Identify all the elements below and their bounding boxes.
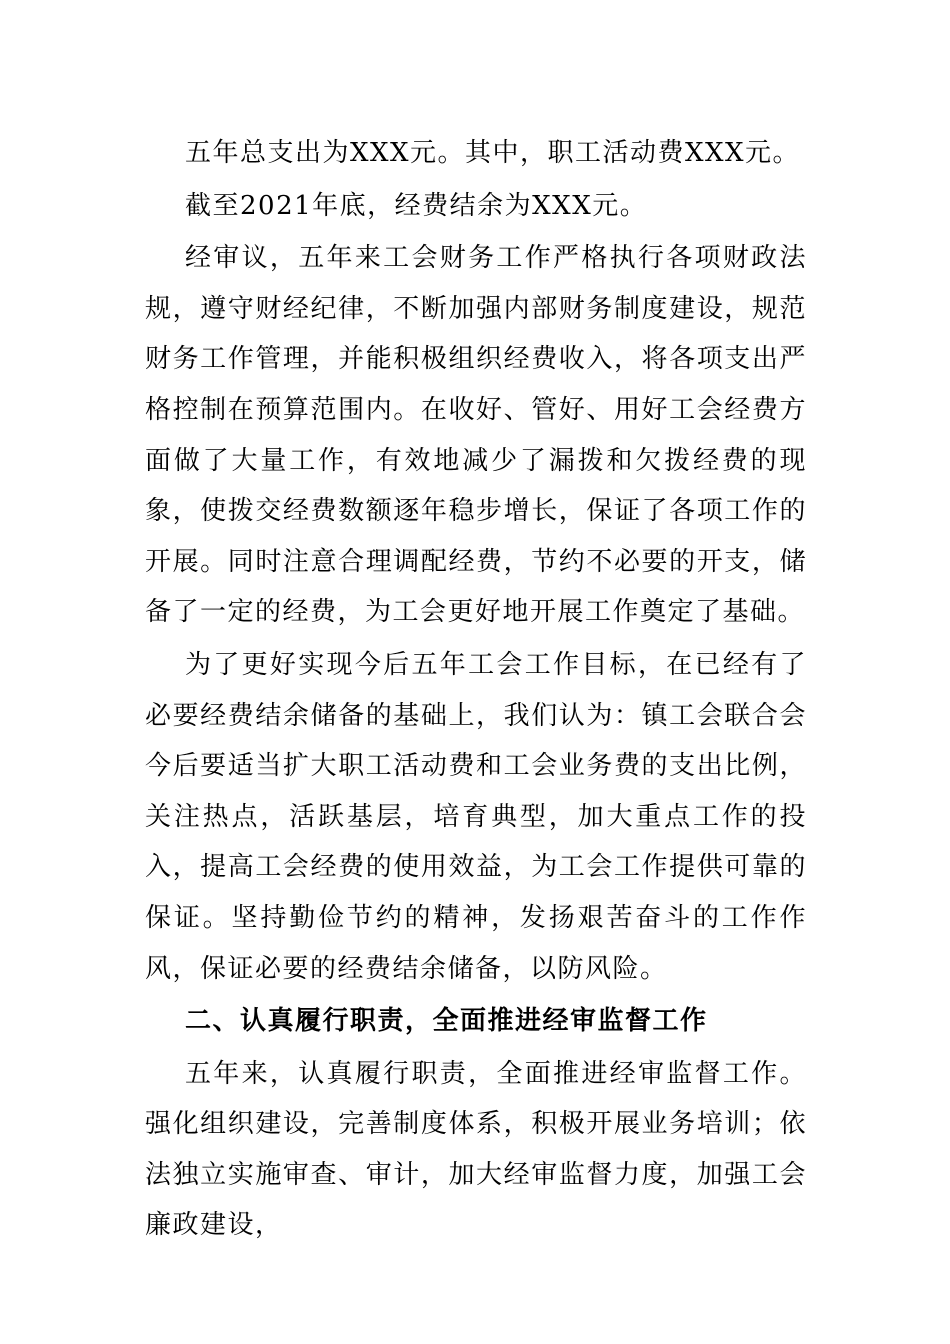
section-heading: 二、认真履行职责，全面推进经审监督工作: [185, 1006, 708, 1037]
paragraph-fund-balance: 截至2021年底，经费结余为XXX元。: [185, 190, 648, 221]
document-body: [145, 128, 807, 1253]
paragraph-review-findings: 经审议，五年来工会财务工作严格执行各项财政法规，遵守财经纪律，不断加强内部财务制度建设，规范财务工作管理，并能积极组织经费收入，将各项支出严格控制在预算范围内。在收好、管好、用好工会经费方面做了大量工作，有效地减少了漏拨和欠拨经费的现象，使拨交经费数额逐年稳步增长，保证了各项工作的开展。同时注意合理调配经费，节约不必要的开支，储备了一定的经费，为工会更好地开展工作奠定了基础。: [145, 243, 807, 628]
paragraph-future-goals: 为了更好实现今后五年工会工作目标，在已经有了必要经费结余储备的基础上，我们认为：镇工会联合会今后要适当扩大职工活动费和工会业务费的支出比例，关注热点，活跃基层，培育典型，加大重点工作的投入，提高工会经费的使用效益，为工会工作提供可靠的保证。坚持勤俭节约的精神，发扬艰苦奋斗的工作作风，保证必要的经费结余储备，以防风险。: [145, 649, 807, 984]
paragraph-audit-supervision: 五年来，认真履行职责，全面推进经审监督工作。强化组织建设，完善制度体系，积极开展业务培训；依法独立实施审查、审计，加大经审监督力度，加强工会廉政建设，: [145, 1058, 807, 1241]
paragraph-total-expenditure: 五年总支出为XXX元。其中，职工活动费XXX元。: [185, 138, 801, 168]
